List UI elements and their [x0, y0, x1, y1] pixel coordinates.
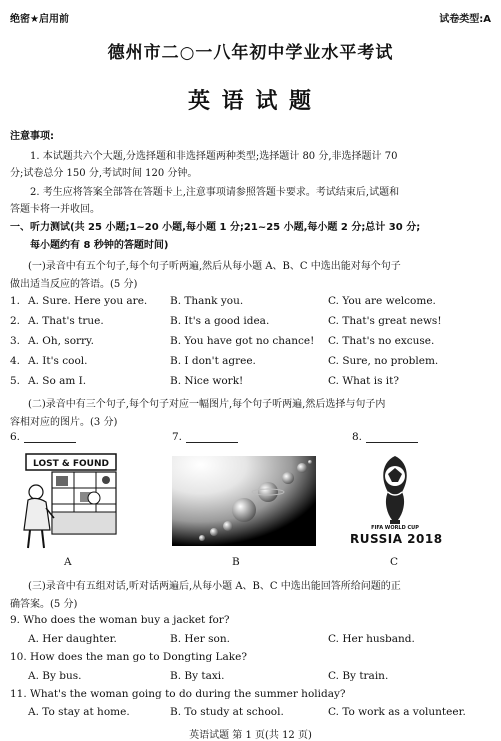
option-c: C. That's great news! [328, 315, 442, 327]
picture-b-planets [172, 456, 316, 546]
subject-title: 英 语 试 题 [188, 89, 313, 114]
option-c: C. To work as a volunteer. [328, 706, 466, 718]
world-cup-logo-line2: RUSSIA 2018 [350, 532, 443, 546]
option-b: B. Thank you. [170, 295, 244, 307]
option-a: A. By bus. [28, 670, 82, 682]
paper-type-label: 试卷类型:A [439, 14, 491, 25]
option-b: B. Nice work! [170, 375, 244, 387]
option-a: A. To stay at home. [28, 706, 130, 718]
question-number: 2. [10, 315, 21, 327]
answer-blank-8[interactable] [366, 432, 418, 443]
question-1 [10, 295, 490, 309]
question-2 [10, 315, 490, 329]
question-9-options [10, 633, 490, 647]
picture-c-label: C [390, 556, 399, 568]
option-c: C. By train. [328, 670, 389, 682]
option-a: A. Oh, sorry. [28, 335, 94, 347]
lost-found-sign: LOST & FOUND [33, 459, 109, 469]
exam-title: 德州市二○一八年初中学业水平考试 [107, 43, 394, 63]
option-c: C. What is it? [328, 375, 399, 387]
question-10-options [10, 670, 490, 684]
part3-instruction-line1: (三)录音中有五组对话,听对话两遍后,从每小题 A、B、C 中选出能回答所给问题的正 [28, 581, 401, 592]
part1-instruction-line2: 做出适当反应的答语。(5 分) [10, 279, 138, 290]
picture-c-world-cup-logo [350, 452, 443, 552]
option-a: A. Her daughter. [28, 633, 117, 645]
page-footer: 英语试题 第 1 页(共 12 页) [189, 730, 312, 741]
picture-a-label: A [64, 556, 72, 568]
option-c: C. That's no excuse. [328, 335, 435, 347]
option-b: B. Her son. [170, 633, 230, 645]
picture-b-label: B [232, 556, 240, 568]
notice-item1-line1: 1. 本试题共六个大题,分选择题和非选择题两种类型;选择题计 80 分,非选择题计 70 [30, 151, 398, 162]
blank-8-number: 8. [352, 431, 363, 443]
question-5 [10, 375, 490, 389]
option-b: B. To study at school. [170, 706, 284, 718]
notice-heading: 注意事项: [10, 131, 54, 142]
notice-item2-line1: 2. 考生应将答案全部答在答题卡上,注意事项请参照答题卡要求。考试结束后,试题和 [30, 187, 400, 198]
answer-blank-6[interactable] [24, 432, 76, 443]
option-b: B. It's a good idea. [170, 315, 270, 327]
option-c: C. You are welcome. [328, 295, 436, 307]
blank-7-number: 7. [172, 431, 183, 443]
part2-instruction-line1: (二)录音中有三个句子,每个句子对应一幅图片,每个句子听两遍,然后选择与句子内 [28, 399, 386, 410]
question-number: 5. [10, 375, 21, 387]
question-number: 4. [10, 355, 21, 367]
part1-instruction-line1: (一)录音中有五个句子,每个句子听两遍,然后从每小题 A、B、C 中选出能对每个句子 [28, 261, 401, 272]
option-a: A. Sure. Here you are. [28, 295, 148, 307]
question-number: 1. [10, 295, 21, 307]
option-b: B. You have got no chance! [170, 335, 315, 347]
option-a: A. So am I. [28, 375, 87, 387]
notice-item1-line2: 分;试卷总分 150 分,考试时间 120 分钟。 [10, 168, 198, 179]
question-11-options [10, 706, 490, 720]
notice-item2-line2: 答题卡将一并收回。 [10, 204, 100, 215]
question-10-text: 10. How does the man go to Dongting Lake? [10, 651, 247, 663]
option-a: A. That's true. [28, 315, 104, 327]
question-11-text: 11. What's the woman going to do during the summer holiday? [10, 688, 346, 700]
question-3 [10, 335, 490, 349]
world-cup-logo-line1: FIFA WORLD CUP [371, 525, 419, 531]
answer-blank-7[interactable] [186, 432, 238, 443]
question-4 [10, 355, 490, 369]
option-b: B. By taxi. [170, 670, 225, 682]
blank-6-number: 6. [10, 431, 21, 443]
part3-instruction-line2: 确答案。(5 分) [10, 599, 78, 610]
question-9-text: 9. Who does the woman buy a jacket for? [10, 614, 230, 626]
listening-title-line2: 每小题约有 8 秒钟的答题时间) [30, 240, 169, 251]
option-b: B. I don't agree. [170, 355, 256, 367]
listening-title-line1: 一、听力测试(共 25 小题;1~20 小题,每小题 1 分;21~25 小题,每小题 2 分;总计 30 分; [10, 222, 421, 233]
option-c: C. Sure, no problem. [328, 355, 439, 367]
part2-instruction-line2: 容相对应的图片。(3 分) [10, 417, 118, 428]
secret-label: 绝密★启用前 [10, 14, 69, 25]
picture-a-lost-and-found [14, 452, 124, 552]
option-c: C. Her husband. [328, 633, 415, 645]
question-number: 3. [10, 335, 21, 347]
option-a: A. It's cool. [28, 355, 88, 367]
